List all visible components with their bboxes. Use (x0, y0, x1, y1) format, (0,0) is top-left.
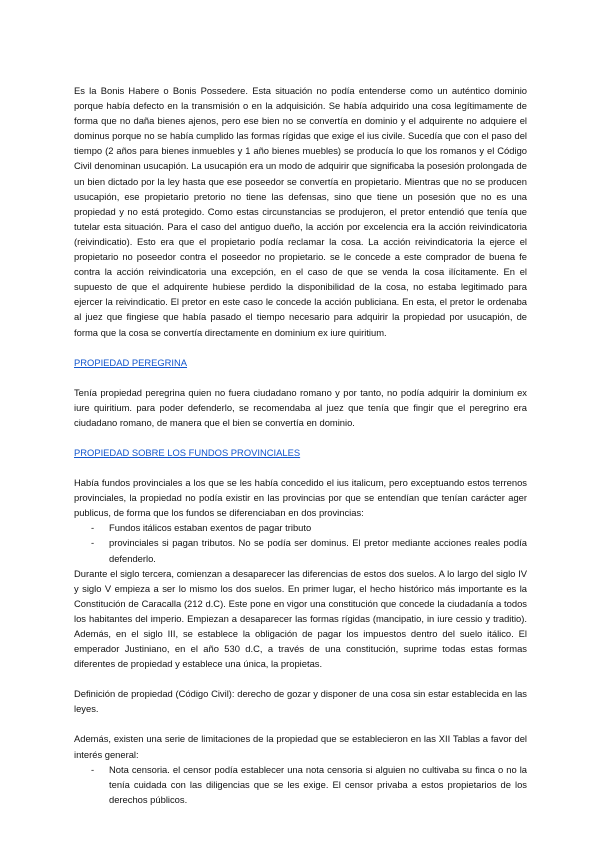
heading-fundos-provinciales: PROPIEDAD SOBRE LOS FUNDOS PROVINCIALES (74, 446, 301, 458)
list-item-text: provinciales si pagan tributos. No se podía ser dominus. El pretor mediante acciones reales podía defenderlo. (109, 537, 527, 564)
spacer (74, 370, 527, 385)
spacer (74, 716, 527, 731)
spacer (74, 460, 527, 475)
document-body (74, 83, 527, 807)
list-item-text: Nota censoria. el censor podía establecer una nota censoria si alguien no cultivaba su finca o no la tenía cuidada con las diligencias que se les exige. El censor privaba a estos propietarios de los derechos públicos. (109, 763, 527, 805)
fundos-list (74, 520, 527, 565)
paragraph-definicion-propiedad: Definición de propiedad (Código Civil): derecho de gozar y disponer de una cosa sin estar establecida en las leyes. (74, 688, 527, 715)
paragraph-siglo-tercera: Durante el siglo tercera, comienzan a desaparecer las diferencias de estos dos suelos. A lo largo del siglo IV y siglo V empieza a ser lo mismo los dos suelos. En primer lugar, el hecho histórico más importante es la Constitución de Caracalla (212 d.C). Este pone en vigor una constitución que concede la ciudadanía a todos los habitantes del imperio. Empiezan a desaparecer las formas rígidas (mancipatio, in iure cessio y traditio). Además, en el siglo III, se establece la obligación de pagar los impuestos dentro del suelo itálico. El emperador Justiniano, en el año 530 d.C, a través de una constitución, suprime todas estas formas diferentes de propiedad y establece una única, la propietas. (74, 567, 527, 670)
paragraph-propiedad-peregrina: Tenía propiedad peregrina quien no fuera ciudadano romano y por tanto, no podía adquirir la dominium ex iure quiritium. para poder defenderlo, se recomendaba al juez que tenía que fingir que el peregrino era ciudadano romano, de manera que el bien se convertía en dominio. (74, 386, 527, 428)
heading-propiedad-peregrina: PROPIEDAD PEREGRINA (74, 356, 188, 368)
paragraph-fundos-provinciales: Había fundos provinciales a los que se les había concedido el ius italicum, pero exceptuando estos terrenos provinciales, la propiedad no podía existir en las provincias por que se entendían que tenían carácter ager publicus, de forma que los fundos se diferenciaban en dos provincias: (74, 477, 527, 519)
spacer (74, 430, 527, 445)
bullet-dash: - (91, 763, 95, 775)
spacer (74, 340, 527, 355)
bullet-dash: - (91, 537, 95, 549)
spacer (74, 671, 527, 686)
list-item (74, 762, 527, 807)
paragraph-limitaciones: Además, existen una serie de limitaciones de la propiedad que se establecieron en las XII Tablas a favor del interés general: (74, 733, 527, 760)
paragraph-bonis-habere: Es la Bonis Habere o Bonis Possedere. Esta situación no podía entenderse como un auténtico dominio porque había defecto en la transmisión o en la adquisición. Se había adquirido una cosa legítimamente de forma que no daña bienes ajenos, pero ese bien no se convertía en dominio y el adquirente no adquiere el dominus porque no se había cumplido las formas rígidas que exige el ius civile. Sucedía que con el paso del tiempo (2 años para bienes inmuebles y 1 año bienes muebles) se producía lo que los romanos y el Código Civil denominan usucapión. La usucapión era un modo de adquirir que significaba la posesión prolongada de un bien dictado por la ley hasta que ese poseedor se convertía en propietario. Mientras que no se producen usucapión, ese propietario pretorio no tiene las defensas, sino que tiene un posesión que no es una propiedad y no está protegido. Como estas circunstancias se produjeron, el pretor entendió que tenía que tutelar esta situación. Para el caso del antiguo dueño, la acción por excelencia era la acción reivindicatoria (reivindicatio). Esto era que el propietario podía reclamar la cosa. La acción reivindicatoria la ejerce el propietario no poseedor contra el poseedor no propietario. se le concede a este comprador de buena fe contra la acción reivindicatoria una excepción, en el caso de que se venda la cosa ilícitamente. En el supuesto de que el adquirente hubiese perdido la disponibilidad de la cosa, no estaba legitimado para ejercer la reivindicatio. El pretor en este caso le concede la acción publiciana. En esta, el pretor le ordenaba al juez que fingiese que había pasado el tiempo necesario para adquirir la propiedad por usucapión, de forma que la cosa se convertía directamente en dominium ex iure quiritium. (74, 85, 527, 338)
list-item-text: Fundos itálicos estaban exentos de pagar tributo (109, 522, 312, 534)
bullet-dash: - (91, 522, 95, 534)
limitaciones-list (74, 762, 527, 807)
list-item (74, 535, 527, 565)
list-item (74, 520, 527, 535)
